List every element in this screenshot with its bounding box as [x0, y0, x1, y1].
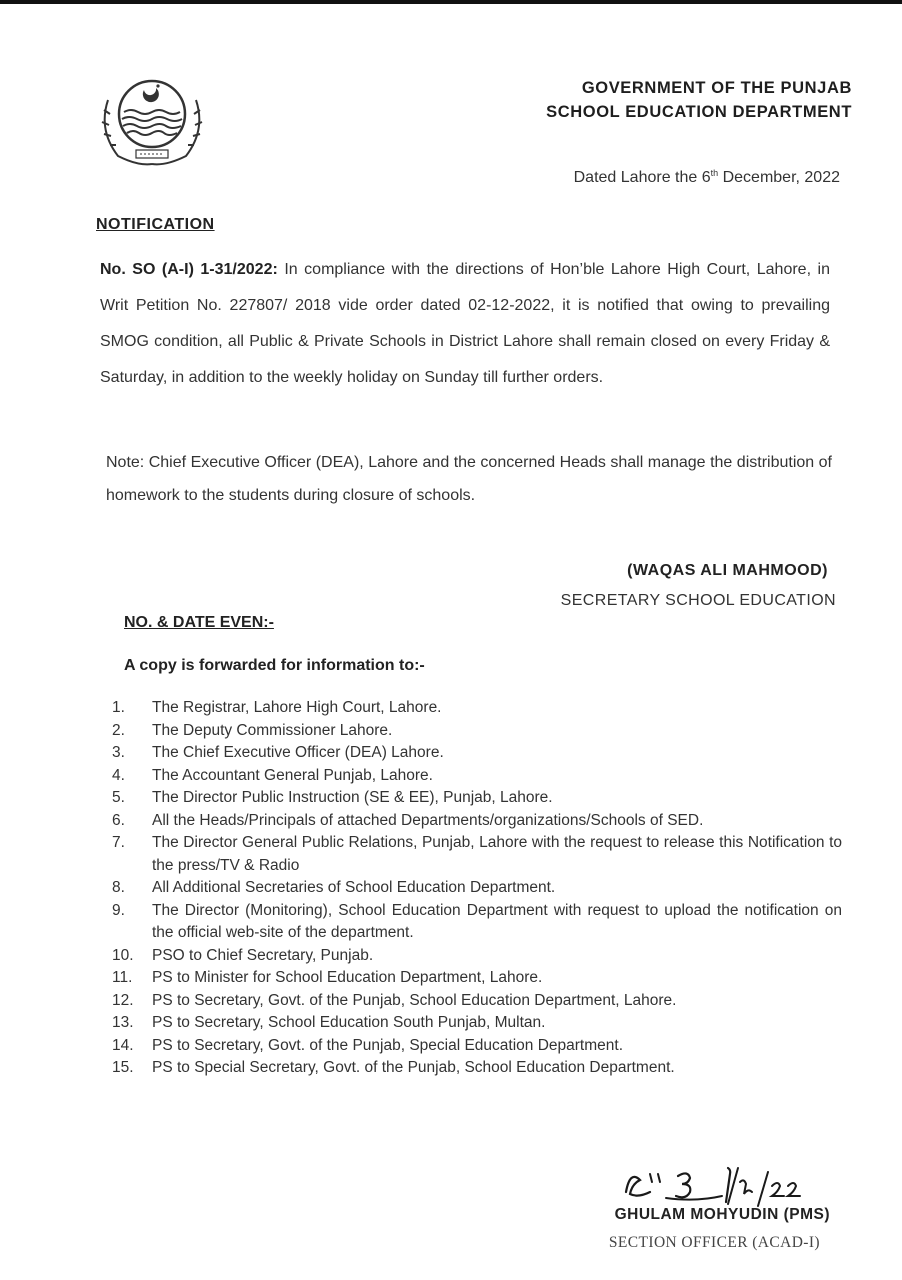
list-item: [112, 742, 842, 765]
secretary-title: SECRETARY SCHOOL EDUCATION: [560, 592, 836, 609]
list-item: [112, 1057, 842, 1080]
list-item-number: 11.: [112, 969, 133, 986]
notification-number: No. SO (A-I) 1-31/2022:: [100, 261, 278, 278]
list-item-number: 3.: [112, 744, 125, 761]
department-title: SCHOOL EDUCATION DEPARTMENT: [546, 103, 852, 121]
date-prefix: Dated Lahore the 6: [573, 169, 711, 186]
date-ordinal: th: [710, 168, 719, 178]
list-item: [112, 990, 842, 1013]
list-item-text: The Director General Public Relations, Punjab, Lahore with the request to release this Notification to the press/TV & Radio: [152, 834, 842, 874]
list-item: [112, 1012, 842, 1035]
list-item-text: PS to Secretary, Govt. of the Punjab, School Education Department, Lahore.: [152, 991, 677, 1009]
list-item: [112, 787, 842, 810]
date-line: [430, 168, 840, 187]
list-item-number: 2.: [112, 721, 125, 739]
list-item-text: The Accountant General Punjab, Lahore.: [152, 766, 433, 784]
government-title: GOVERNMENT OF THE PUNJAB: [581, 79, 852, 97]
distribution-list: [112, 697, 842, 1080]
list-item-text: The Registrar, Lahore High Court, Lahore.: [152, 699, 442, 716]
list-item-number: 13.: [112, 1014, 134, 1031]
list-item: [112, 697, 842, 720]
date-suffix: December, 2022: [718, 169, 840, 186]
notification-heading: NOTIFICATION: [96, 216, 215, 233]
notification-text: In compliance with the directions of Hon’ble Lahore High Court, Lahore, in Writ Petition No. 227807/ 2018 vide order dated 02-12-2022, it is notified that owing to prevailing SMOG condition, all Public & Private Schools in District Lahore shall remain closed on every Friday & Saturday, in addition to the weekly holiday on Sunday till further orders.: [100, 261, 830, 386]
list-item-number: 1.: [112, 699, 125, 716]
list-item-number: 7.: [112, 834, 125, 851]
list-item: [112, 1035, 842, 1058]
list-item: [112, 967, 842, 990]
top-border: [0, 0, 902, 4]
list-item: [112, 900, 842, 945]
list-item: [112, 832, 842, 877]
list-item-number: 12.: [112, 991, 134, 1009]
list-item-text: PS to Special Secretary, Govt. of the Punjab, School Education Department.: [152, 1059, 675, 1076]
handwritten-signature-icon: [620, 1158, 820, 1208]
list-item-number: 4.: [112, 766, 125, 784]
list-item-text: The Director (Monitoring), School Education Department with request to upload the notification on the official web-site of the department.: [152, 901, 842, 941]
forwarding-intro: A copy is forwarded for information to:-: [124, 657, 425, 674]
list-item-number: 14.: [112, 1036, 134, 1054]
list-item: [112, 877, 842, 900]
list-item-number: 10.: [112, 946, 134, 964]
list-item-number: 9.: [112, 901, 125, 919]
list-item-text: The Director Public Instruction (SE & EE), Punjab, Lahore.: [152, 789, 553, 806]
list-item-text: The Chief Executive Officer (DEA) Lahore.: [152, 744, 444, 761]
list-item-text: The Deputy Commissioner Lahore.: [152, 721, 393, 739]
section-officer-title: SECTION OFFICER (ACAD-I): [608, 1234, 820, 1251]
list-item-text: All Additional Secretaries of School Education Department.: [152, 879, 556, 896]
list-item-text: PS to Minister for School Education Department, Lahore.: [152, 969, 543, 986]
list-item-number: 6.: [112, 811, 125, 829]
department-header: [470, 76, 852, 124]
list-item-number: 8.: [112, 879, 125, 896]
list-item-text: PSO to Chief Secretary, Punjab.: [152, 946, 374, 964]
secretary-name: (WAQAS ALI MAHMOOD): [627, 562, 828, 579]
list-item: [112, 765, 842, 788]
list-item-text: PS to Secretary, School Education South Punjab, Multan.: [152, 1014, 546, 1031]
list-item: [112, 945, 842, 968]
list-item-number: 5.: [112, 789, 125, 806]
notification-body: [100, 252, 830, 396]
list-item-text: PS to Secretary, Govt. of the Punjab, Special Education Department.: [152, 1036, 623, 1054]
list-item-text: All the Heads/Principals of attached Departments/organizations/Schools of SED.: [152, 811, 704, 829]
section-officer-name: GHULAM MOHYUDIN (PMS): [614, 1206, 830, 1223]
list-item: [112, 810, 842, 833]
no-and-date-even: NO. & DATE EVEN:-: [124, 614, 274, 631]
list-item-number: 15.: [112, 1059, 134, 1076]
list-item: [112, 720, 842, 743]
punjab-emblem-icon: [92, 70, 212, 170]
notification-note: Note: Chief Executive Officer (DEA), Lahore and the concerned Heads shall manage the distribution of homework to the students during closure of schools.: [106, 454, 832, 504]
